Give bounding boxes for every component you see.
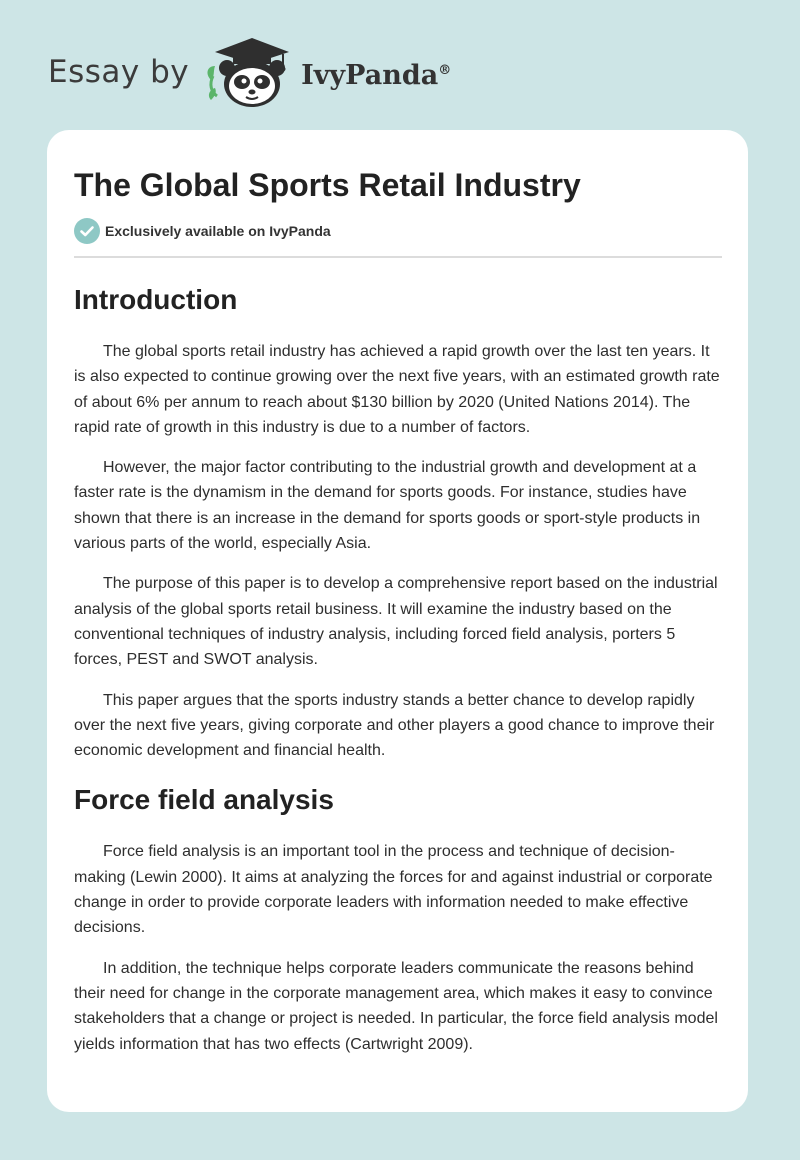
section-force-field-analysis bbox=[74, 783, 722, 1056]
paragraph: The global sports retail industry has achieved a rapid growth over the last ten years. It is also expected to continue growing over the next five years, with an estimated growth rate of about 6% per annum to reach about $130 billion by 2020 (United Nations 2014). The rapid rate of growth in this industry is due to a number of factors. bbox=[74, 343, 720, 436]
paragraph: This paper argues that the sports industry stands a better chance to develop rapidly over the next five years, giving corporate and other players a good chance to improve their economic development and financial health. bbox=[74, 691, 715, 760]
section-heading: Introduction bbox=[74, 284, 238, 315]
panda-logo-icon[interactable] bbox=[203, 36, 297, 108]
section-introduction bbox=[74, 283, 722, 763]
brand-prefix: Essay by bbox=[48, 54, 190, 90]
paragraph: In addition, the technique helps corporate leaders communicate the reasons behind their need for change in the corporate management area, which makes it easy to convince stakeholders that a change or project is needed. In particular, the force field analysis model yields information that has two effects (Cartwright 2009). bbox=[74, 959, 718, 1053]
paragraph: Force field analysis is an important tool in the process and technique of decision-making (Lewin 2000). It aims at analyzing the forces for and against industrial or corporate change in order to provide corporate leaders with information needed to make effective decisions. bbox=[74, 843, 713, 937]
paragraph: However, the major factor contributing to the industrial growth and development at a faster rate is the dynamism in the demand for sports goods. For instance, studies have shown that there is an increase in the demand for sports goods or sport-style products in various parts of the world, especially Asia. bbox=[74, 459, 701, 553]
section-heading: Force field analysis bbox=[74, 784, 334, 816]
divider bbox=[74, 256, 722, 258]
brand-name: IvyPanda® bbox=[301, 59, 452, 91]
exclusive-badge bbox=[74, 218, 722, 244]
registered-mark: ® bbox=[438, 62, 452, 78]
check-circle-icon bbox=[74, 218, 100, 244]
essay-card bbox=[47, 130, 748, 1112]
badge-label: Exclusively available on IvyPanda bbox=[105, 223, 331, 239]
brand-header bbox=[48, 36, 451, 108]
page-title: The Global Sports Retail Industry bbox=[74, 167, 581, 203]
paragraph: The purpose of this paper is to develop a comprehensive report based on the industrial analysis of the global sports retail business. It will examine the industry based on the conventional techniques of industry analysis, including forced field analysis, porters 5 forces, PEST and SWOT analysis. bbox=[74, 575, 718, 669]
